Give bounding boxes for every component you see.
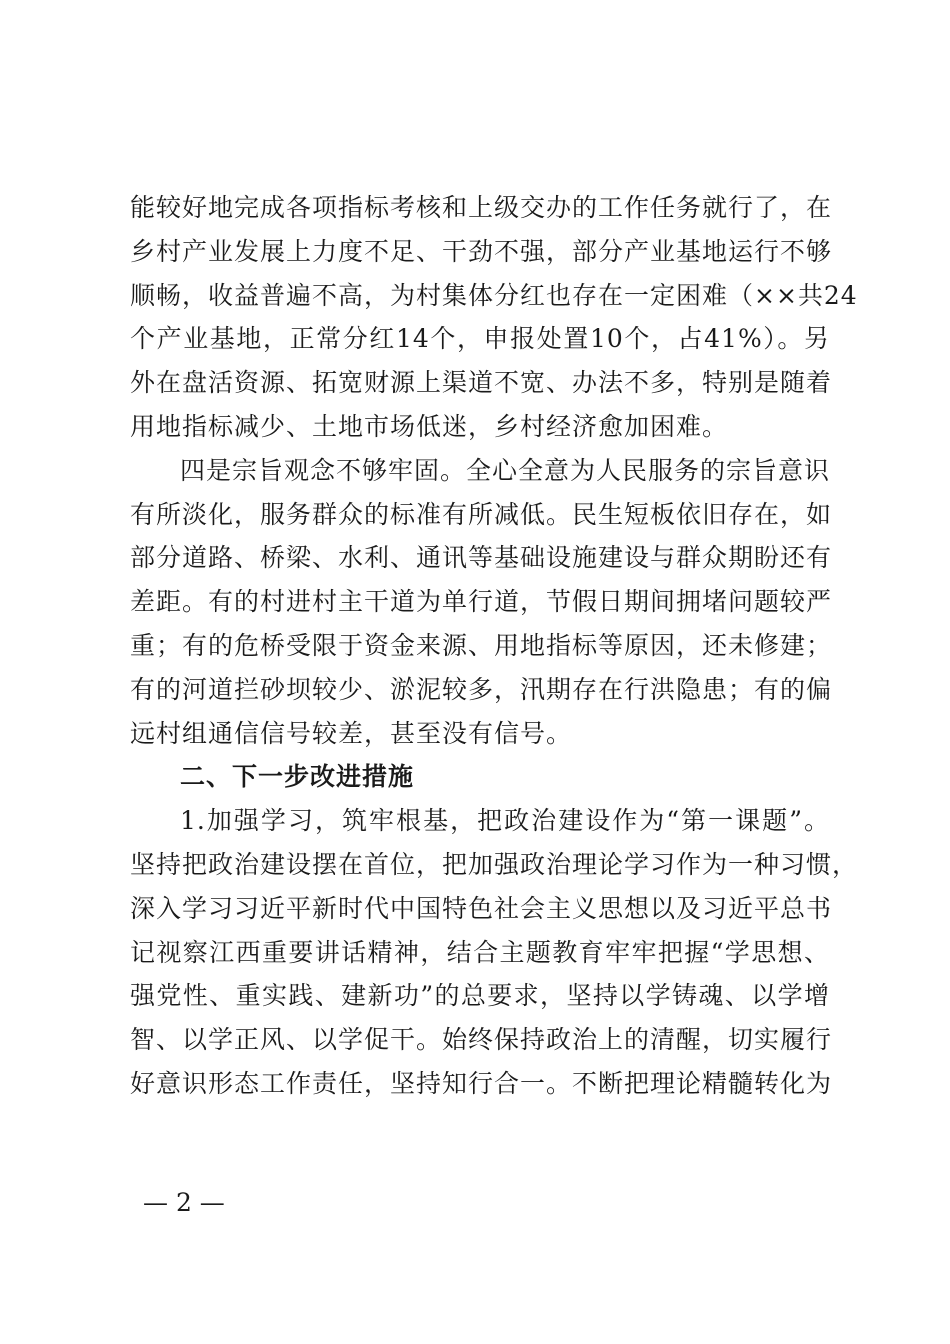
paragraph-line: 强党性、重实践、建新功”的总要求，坚持以学铸魂、以学增: [130, 981, 830, 1011]
paragraph-line: 有的河道拦砂坝较少、淤泥较多，汛期存在行洪隐患；有的偏: [130, 674, 833, 704]
paragraph-line: 外在盘活资源、拓宽财源上渠道不宽、办法不多，特别是随着: [130, 368, 833, 398]
paragraph-line: 记视察江西重要讲话精神，结合主题教育牢牢把握“学思想、: [130, 937, 830, 967]
paragraph-line: 坚持把政治建设摆在首位，把加强政治理论学习作为一种习惯，: [130, 849, 859, 879]
paragraph-line: 四是宗旨观念不够牢固。全心全意为人民服务的宗旨意识: [180, 455, 831, 485]
body-text: [130, 186, 859, 1106]
paragraph-line: 好意识形态工作责任，坚持知行合一。不断把理论精髓转化为: [130, 1068, 833, 1098]
page-number: — 2 —: [143, 1188, 225, 1217]
paragraph-line: 智、以学正风、以学促干。始终保持政治上的清醒，切实履行: [130, 1025, 833, 1055]
paragraph-line: 深入学习习近平新时代中国特色社会主义思想以及习近平总书: [130, 893, 833, 923]
paragraph-line: 用地指标减少、土地市场低迷，乡村经济愈加困难。: [130, 411, 729, 441]
paragraph-line: 乡村产业发展上力度不足、干劲不强，部分产业基地运行不够: [130, 236, 833, 266]
paragraph-line: 个产业基地，正常分红14个，申报处置10个，占41%）。另: [130, 324, 830, 354]
paragraph-line: 远村组通信信号较差，甚至没有信号。: [130, 718, 573, 748]
paragraph-line: 1.加强学习，筑牢根基，把政治建设作为“第一课题”。: [180, 806, 830, 836]
paragraph-line: 能较好地完成各项指标考核和上级交办的工作任务就行了，在: [130, 193, 833, 222]
paragraph-line: 差距。有的村进村主干道为单行道，节假日期间拥堵问题较严: [130, 587, 833, 617]
paragraph-line: 顺畅，收益普遍不高，为村集体分红也存在一定困难（××共24: [130, 280, 858, 310]
paragraph-line: 有所淡化，服务群众的标准有所减低。民生短板依旧存在，如: [130, 499, 833, 529]
section-heading: 二、下一步改进措施: [180, 762, 415, 792]
paragraph-line: 重；有的危桥受限于资金来源、用地指标等原因，还未修建；: [130, 630, 833, 660]
paragraph-line: 部分道路、桥梁、水利、通讯等基础设施建设与群众期盼还有: [130, 543, 833, 573]
